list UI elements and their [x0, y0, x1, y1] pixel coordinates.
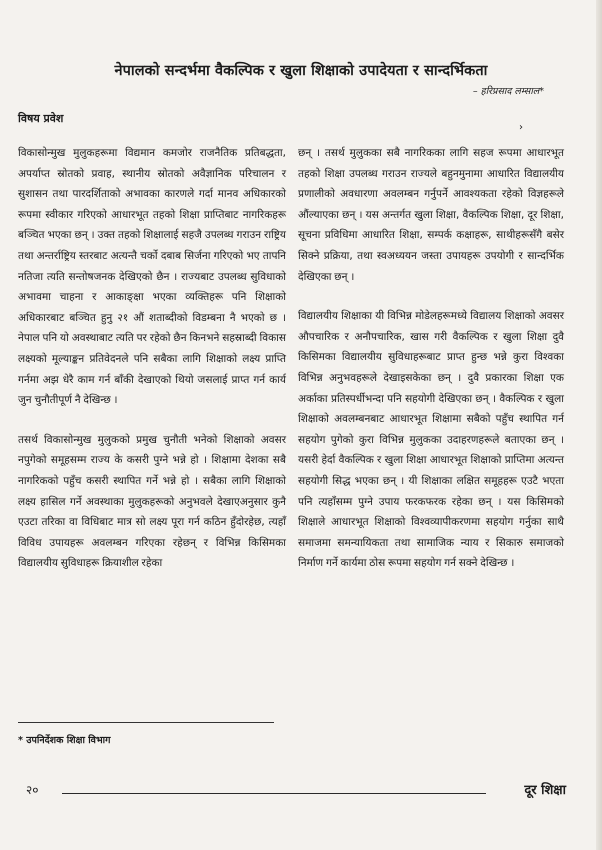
- paragraph: तसर्थ विकासोन्मुख मुलुकको प्रमुख चुनौती भनेको शिक्षाको अवसर नपुगेको समूहसम्म राज्य के कसरी पुग्ने भन्ने हो । शिक्षामा देशका सबै नागरिकको पहुँच कसरी स्थापित गर्ने भन्ने हो । सबैका लागि शिक्षाको लक्ष्य हासिल गर्ने अवस्थाका मुलुकहरूको अनुभवले देखाएअनुसार कुनै एउटा तरिका वा विधिबाट मात्र सो लक्ष्य पूरा गर्न कठिन हुँदोरहेछ, त्यहाँ विविध उपायहरू अवलम्बन गरिएका रहेछन् र विभिन्न किसिमका विद्यालयीय सुविधाहरू क्रियाशील रहेका: [18, 433, 286, 570]
- journal-name: दूर शिक्षा: [524, 783, 566, 798]
- page-footer: [26, 781, 566, 801]
- footnote-divider: [18, 722, 274, 723]
- author-line: – हरिप्रसाद लम्साल*: [472, 86, 544, 97]
- page-edge-shadow: [596, 0, 602, 850]
- section-heading: विषय प्रवेश: [18, 112, 64, 125]
- page-number: २०: [26, 783, 39, 797]
- footer-divider: [62, 793, 486, 794]
- article-title: नेपालको सन्दर्भमा वैकल्पिक र खुला शिक्षाको उपादेयता र सान्दर्भिकता: [114, 62, 488, 79]
- paragraph: विकासोन्मुख मुलुकहरूमा विद्यमान कमजोर राजनैतिक प्रतिबद्धता, अपर्याप्त स्रोतको प्रवाह, स्थानीय स्रोतको अवैज्ञानिक परिचालन र सुशासन तथा पारदर्शिताको अभावका कारणले गर्दा मानव अधिकारको रूपमा स्वीकार गरिएको आधारभूत तहको शिक्षा प्राप्तिबाट नागरिकहरू बञ्चित भएका छन् । उक्त तहको शिक्षालाई सहजै उपलब्ध गराउन राष्ट्रिय तथा अन्तर्राष्ट्रिय स्तरबाट अत्यन्तै चर्को दबाब सिर्जना गरिएको भए तापनि नतिजा त्यति सन्तोषजनक देखिएको छैन । राज्यबाट उपलब्ध सुविधाको अभावमा चाहना र आकाङ्क्षा भएका व्यक्तिहरू पनि शिक्षाको अधिकारबाट बञ्चित हुनु २१ औं शताब्दीको विडम्बना नै भएको छ । नेपाल पनि यो अवस्थाबाट त्यति पर रहेको छैन किनभने सहस्राब्दी विकास लक्ष्यको मूल्याङ्कन प्रतिवेदनले पनि सबैका लागि शिक्षाको लक्ष्य प्राप्ति गर्नमा अझ धेरै काम गर्न बाँकी देखाएको थियो जसलाई प्राप्त गर्न कार्य जुन चुनौतीपूर्ण नै देखिन्छ ।: [18, 147, 286, 407]
- paragraph: विद्यालयीय शिक्षाका यी विभिन्न मोडेलहरूमध्ये विद्यालय शिक्षाको अवसर औपचारिक र अनौपचारिक, खास गरी वैकल्पिक र खुला शिक्षा दुवै किसिमका विद्यालयीय सुविधाहरूबाट प्राप्त हुन्छ भन्ने कुरा विश्वका विभिन्न अनुभवहरूले देखाइसकेका छन् । दुवै प्रकारका शिक्षा एक अर्काका प्रतिस्पर्धीभन्दा पनि सहयोगी देखिएका छन् । वैकल्पिक र खुला शिक्षाको अवलम्बनबाट आधारभूत शिक्षामा सबैको पहुँच स्थापित गर्न सहयोग पुगेको कुरा विभिन्न मुलुकका उदाहरणहरूले बताएका छन् । यसरी हेर्दा वैकल्पिक र खुला शिक्षा आधारभूत शिक्षाको प्राप्तिमा अत्यन्त सहयोगी सिद्ध भएका छन् । यी शिक्षाका लक्षित समूहहरू एउटै भएता पनि त्यहाँसम्म पुग्ने उपाय फरकफरक रहेका छन् । यस किसिमको शिक्षाले आधारभूत शिक्षाको विश्वव्यापीकरणमा सहयोग गर्नुका साथै समाजमा समन्यायिकता तथा सामाजिक न्याय र सिकारु समाजको निर्माण गर्ने कार्यमा ठोस रूपमा सहयोग गर्न सक्ने देखिन्छ ।: [298, 310, 564, 570]
- paragraph: छन् । तसर्थ मुलुकका सबै नागरिकका लागि सहज रूपमा आधारभूत तहको शिक्षा उपलब्ध गराउन राज्यले बहुनमुनामा आधारित विद्यालयीय प्रणालीको अवधारणा अवलम्बन गर्नुपर्ने आवश्यकता रहेको विज्ञहरूले औंल्याएका छन् । यस अन्तर्गत खुला शिक्षा, वैकल्पिक शिक्षा, दूर शिक्षा, सूचना प्रविधिमा आधारित शिक्षा, सम्पर्क कक्षाहरू, साथीहरूसँगै बसेर सिक्ने प्रक्रिया, तथा स्वअध्ययन जस्ता उपायहरू उपयोगी र सान्दर्भिक देखिएका छन् ।: [298, 147, 564, 283]
- right-column: [298, 143, 564, 593]
- left-column: [18, 143, 286, 593]
- margin-mark: ›: [519, 122, 523, 133]
- footnote: * उपनिर्देशक शिक्षा विभाग: [18, 735, 111, 746]
